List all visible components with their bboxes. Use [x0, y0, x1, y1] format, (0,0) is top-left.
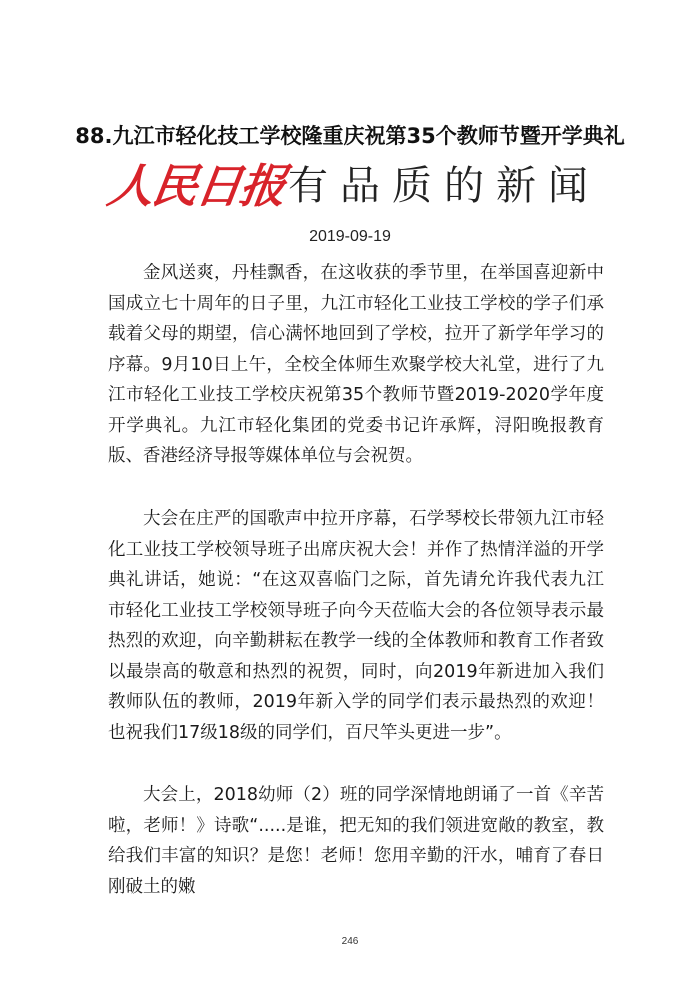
people-daily-logo: 人民日报	[104, 159, 288, 213]
masthead	[104, 158, 608, 218]
paragraph-1: 金风送爽，丹桂飘香，在这收获的季节里，在举国喜迎新中国成立七十周年的日子里，九江市轻化工业技工学校的学子们承载着父母的期望，信心满怀地回到了学校，拉开了新学年学习的序幕。9月10日上午，全校全体师生欢聚学校大礼堂，进行了九江市轻化工业技工学校庆祝第35个教师节暨2019-2020学年度开学典礼。九江市轻化集团的党委书记许承辉，浔阳晚报教育版、香港经济导报等媒体单位与会祝贺。	[108, 263, 604, 466]
page-number: 246	[341, 936, 359, 947]
paragraph-3: 大会上，2018幼师（2）班的同学深情地朗诵了一首《辛苦啦，老师！》诗歌“.....是谁，把无知的我们领进宽敞的教室，教给我们丰富的知识？是您！老师！您用辛勤的汗水，哺育了春日刚破土的嫩	[108, 785, 604, 897]
article-title: 88.九江市轻化技工学校隆重庆祝第35个教师节暨开学典礼	[75, 124, 625, 148]
publish-date: 2019-09-19	[309, 228, 391, 245]
masthead-slogan: 有品质的新闻	[288, 163, 600, 209]
paragraph-2: 大会在庄严的国歌声中拉开序幕，石学琴校长带领九江市轻化工业技工学校领导班子出席庆祝大会！并作了热情洋溢的开学典礼讲话，她说：“在这双喜临门之际，首先请允许我代表九江市轻化工业技工学校领导班子向今天莅临大会的各位领导表示最热烈的欢迎，向辛勤耕耘在教学一线的全体教师和教育工作者致以最崇高的敬意和热烈的祝贺，同时，向2019年新进加入我们教师队伍的教师，2019年新入学的同学们表示最热烈的欢迎！也祝我们17级18级的同学们，百尺竿头更进一步”。	[108, 509, 604, 743]
